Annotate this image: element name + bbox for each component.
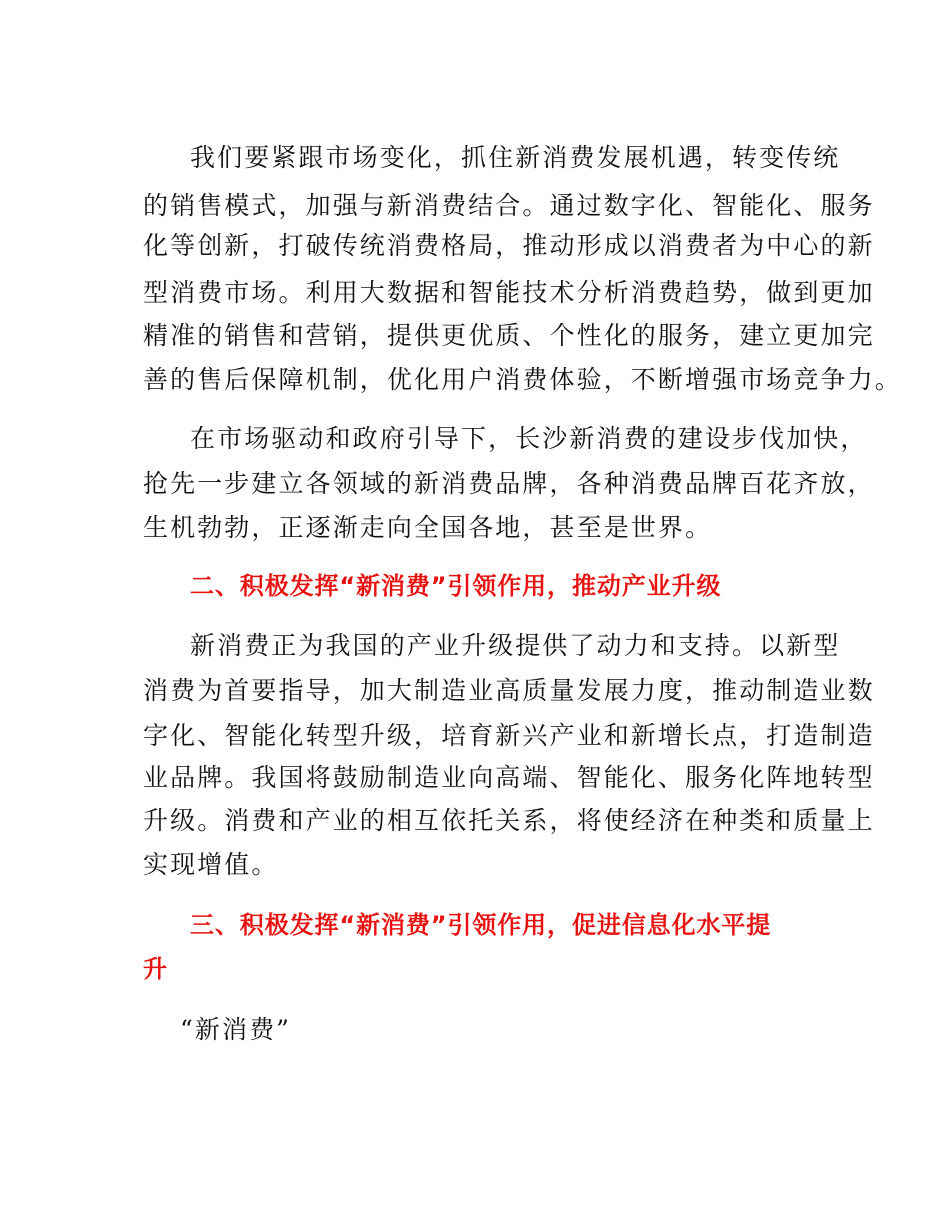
text-line: 业品牌。我国将鼓励制造业向高端、智能化、服务化阵地转型 xyxy=(143,763,875,792)
text-line: 新消费正为我国的产业升级提供了动力和支持。以新型 xyxy=(190,631,841,660)
heading-line: 三、积极发挥“新消费”引领作用，促进信息化水平提 xyxy=(190,911,772,939)
text-line: 我们要紧跟市场变化，抓住新消费发展机遇，转变传统 xyxy=(190,143,841,172)
text-line: 生机勃勃，正逐渐走向全国各地，甚至是世界。 xyxy=(143,513,713,542)
text-line: 精准的销售和营销，提供更优质、个性化的服务，建立更加完 xyxy=(143,321,875,350)
heading-line: 升 xyxy=(143,955,168,983)
text-line: 实现增值。 xyxy=(143,850,279,879)
text-line: 抢先一步建立各领域的新消费品牌，各种消费品牌百花齐放， xyxy=(143,469,875,498)
heading-line: 二、积极发挥“新消费”引领作用，推动产业升级 xyxy=(190,572,722,600)
text-line: 型消费市场。利用大数据和智能技术分析消费趋势，做到更加 xyxy=(143,278,875,307)
text-line: 升级。消费和产业的相互依托关系，将使经济在种类和质量上 xyxy=(143,806,875,835)
text-line: 在市场驱动和政府引导下，长沙新消费的建设步伐加快， xyxy=(190,424,868,453)
text-line: 的销售模式，加强与新消费结合。通过数字化、智能化、服务 xyxy=(143,191,875,220)
text-line: 化等创新，打破传统消费格局，推动形成以消费者为中心的新 xyxy=(143,231,875,260)
text-line: “新消费” xyxy=(180,1015,292,1044)
text-line: 消费为首要指导，加大制造业高质量发展力度，推动制造业数 xyxy=(143,676,875,705)
text-line: 字化、智能化转型升级，培育新兴产业和新增长点，打造制造 xyxy=(143,721,875,750)
text-line: 善的售后保障机制，优化用户消费体验，不断增强市场竞争力。 xyxy=(143,365,902,394)
